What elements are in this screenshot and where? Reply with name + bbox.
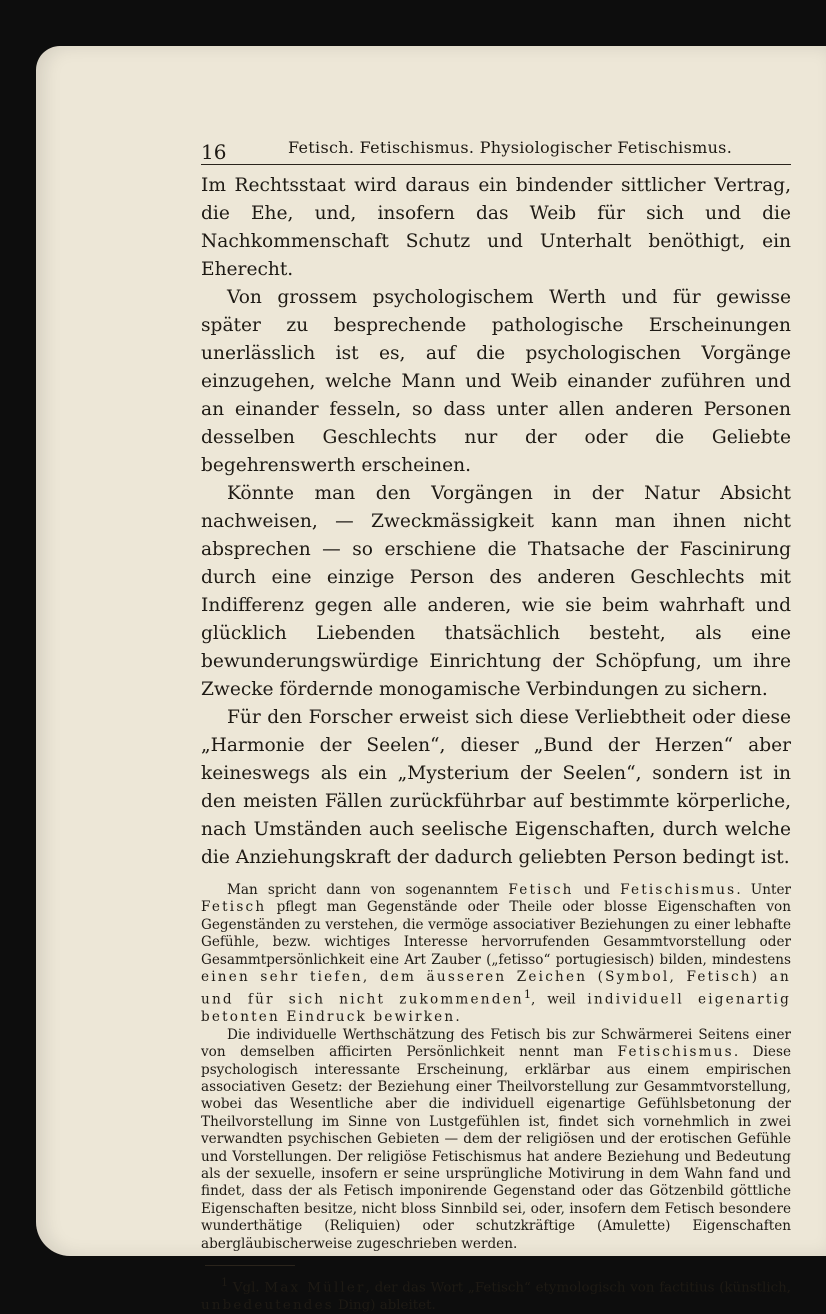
book-page [36,46,826,1313]
emphasis-fetischismus: Fetischismus [620,882,737,898]
emphasis-individual: individuell eigenartig betonten Eindruck bewirken [201,991,791,1026]
paragraph-4: Für den Forscher erweist sich diese Verliebtheit oder diese „Harmonie der Seelen“, dieser „Bund der Herzen“ aber keineswegs als ein „Mysterium der Seelen“, sondern ist in den meisten Fällen zurückführbar auf bestimmte körperliche, nach Umständen auch seelische Eigenschaften, durch welche die Anziehungskraft der dadurch geliebten Person bedingt ist. [201,707,791,868]
emphasis-fetisch: Fetisch [508,882,574,898]
footnote-divider [205,1265,295,1266]
running-title: Fetisch. Fetischismus. Physiologischer Fetischismus. [288,138,733,157]
paragraph-2: Von grossem psychologischem Werth und für gewisse später zu besprechende pathologische Erscheinungen unerlässlich ist es, auf die psychologischen Vorgänge einzugehen, welche Mann und Weib einander zuführen und an einander fesseln, so dass unter allen anderen Personen desselben Geschlechts nur der oder die Geliebte begehrenswerth erscheinen. [201,287,791,476]
footnote-reference: 1 [523,987,532,1002]
main-text [201,172,791,872]
footnote-emphasis: unbedeutendes [201,1297,334,1313]
footnote: $^1$ Vgl. Max Müller, der das Wort „Fetisch“ etymologisch von factitius (künstlich, unbedeutendes Ding) ableitet. [201,1276,791,1313]
small-paragraph-2: Die individuelle Werthschätzung des Fetisch bis zur Schwärmerei Seitens einer von demselben afficirten Persönlichkeit nennt man Fetischismus. Diese psychologisch interessante Erscheinung, erklärbar aus einem empirischen associativen Gesetz: der Beziehung einer Theilvorstellung zur Gesammtvorstellung, wobei das Wesentliche aber die individuell eigenartige Gefühlsbetonung der Theilvorstellung im Sinne von Lustgefühlen ist, findet sich vornehmlich in zwei verwandten psychischen Gebieten — dem der religiösen und der erotischen Gefühle und Vorstellungen. Der religiöse Fetischismus hat andere Beziehung und Bedeutung als der sexuelle, insofern er seine ursprüngliche Motivirung in dem Wahn fand und findet, dass der als Fetisch imponirende Gegenstand oder das Götzenbild göttliche Eigenschaften besitze, nicht bloss Sinnbild sei, oder, insofern dem Fetisch besondere wunderthätige (Reliquien) oder schutzkräftige (Amulette) Eigenschaften abergläubischerweise zugeschrieben werden. [201,1026,791,1252]
paragraph-3: Könnte man den Vorgängen in der Natur Absicht nachweisen, — Zweckmässigkeit kann man ihnen nicht absprechen — so erschiene die Thatsache der Fascinirung durch eine einzige Person des anderen Geschlechts mit Indifferenz gegen alle anderen, wie sie beim wahrhaft und glücklich Liebenden thatsächlich besteht, als eine bewunderungswürdige Einrichtung der Schöpfung, um ihre Zwecke fördernde monogamische Verbindungen zu sichern. [201,483,791,700]
emphasis-fetisch-2: Fetisch [201,899,267,916]
footnote-mark: 1 [221,1276,229,1290]
page-number: 16 [201,140,227,164]
emphasis-fetischismus-2: Fetischismus [617,1044,734,1061]
footnote-author: Max Müller [264,1280,366,1296]
small-print-section [201,882,791,1253]
page-body [201,172,791,1314]
paragraph-1: Im Rechtsstaat wird daraus ein bindender sittlicher Vertrag, die Ehe, und, insofern das Weib für sich und die Nachkommenschaft Schutz und Unterhalt benöthigt, ein Eherecht. [201,175,791,280]
emphasis-definition: einen sehr tiefen, dem äusseren Zeichen (Symbol, Fetisch) an und für sich nicht zukommenden [201,969,791,1008]
small-paragraph-1: Man spricht dann von sogenanntem Fetisch und Fetischismus. Unter Fetisch pflegt man Gegenstände oder Theile oder blosse Eigenschaften von Gegenständen zu verstehen, die vermöge associativer Beziehungen zu einer lebhafte Gefühle, bezw. wichtiges Interesse hervorrufenden Gesammtvorstellung oder Gesammtpersönlichkeit eine Art Zauber („fetisso“ portugiesisch) bilden, mindestens einen sehr tiefen, dem äusseren Zeichen (Symbol, Fetisch) an und für sich nicht zukommenden$^1$, weil individuell eigenartig betonten Eindruck bewirken. [201,882,791,1026]
page-header [201,134,791,165]
